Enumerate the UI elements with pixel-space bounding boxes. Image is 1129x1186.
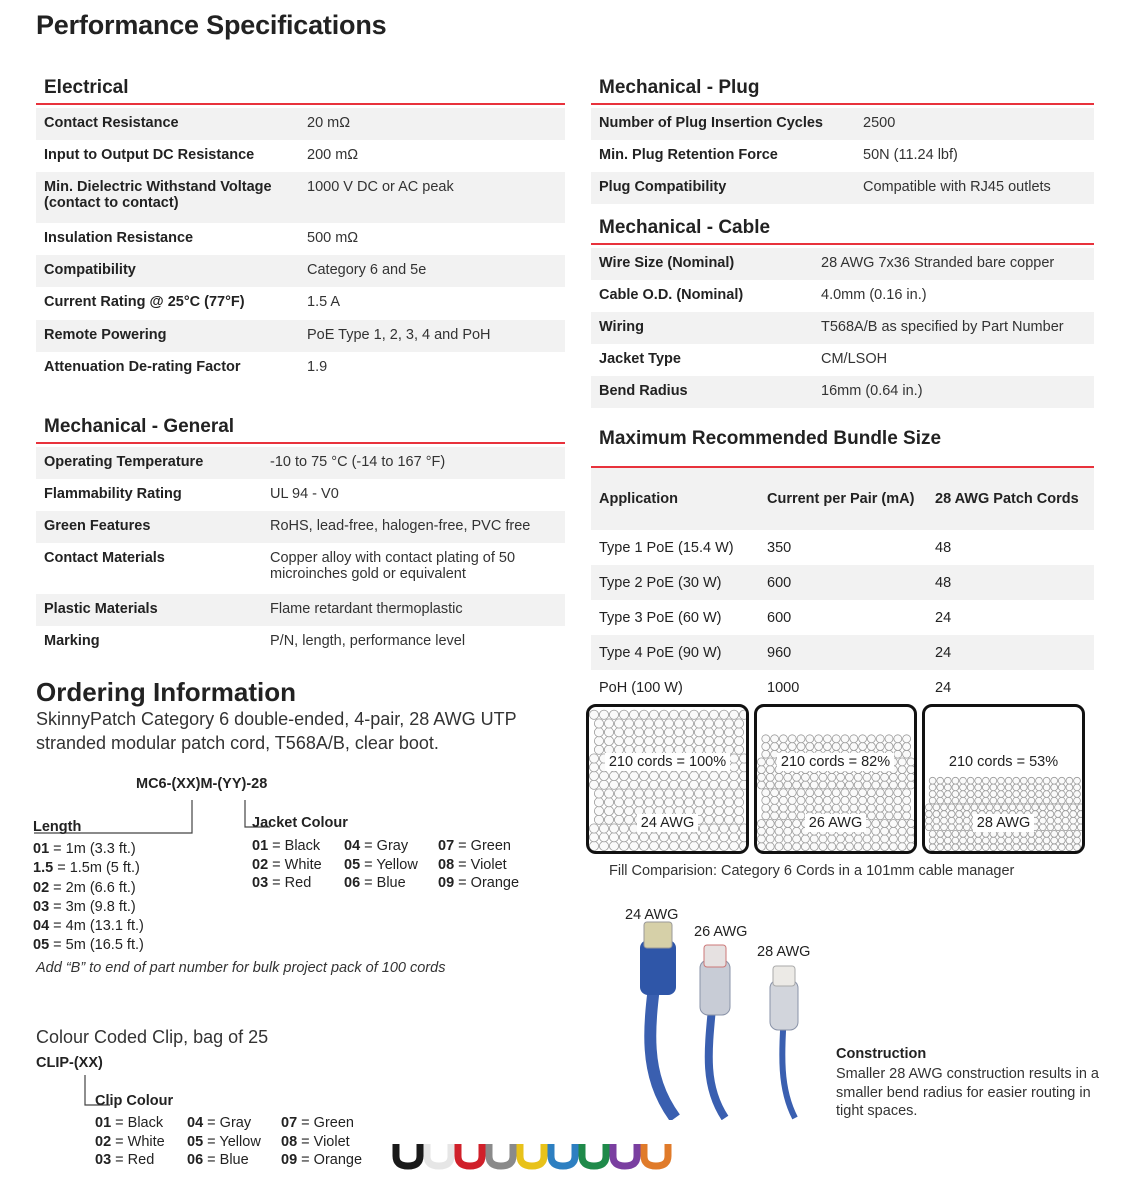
electrical-section xyxy=(36,76,565,384)
clip-colour-list xyxy=(95,1115,385,1175)
mech-general-title: Mechanical - General xyxy=(36,415,565,444)
spec-key: Cable O.D. (Nominal) xyxy=(599,287,744,303)
fill-awg-text: 28 AWG xyxy=(973,814,1034,832)
colour-option xyxy=(95,1115,163,1131)
bundle-header-current: Current per Pair (mA) xyxy=(759,468,927,530)
bundle-cell: PoH (100 W) xyxy=(599,679,683,696)
spec-value: 28 AWG 7x36 Stranded bare copper xyxy=(813,248,1094,280)
clip-swatch xyxy=(458,1144,482,1166)
colour-code: 07 xyxy=(438,838,455,854)
colour-code: 06 xyxy=(344,875,361,892)
spec-key: Contact Materials xyxy=(44,550,165,566)
length-code: 01 xyxy=(33,841,50,857)
spec-key: Wire Size (Nominal) xyxy=(591,248,813,280)
fill-caption: Fill Comparision: Category 6 Cords in a 101mm cable manager xyxy=(609,863,1015,879)
spec-row xyxy=(36,447,565,479)
colour-option xyxy=(252,857,322,873)
length-list xyxy=(33,840,144,956)
colour-text: = Blue xyxy=(203,1152,249,1169)
clip-swatch xyxy=(489,1144,513,1166)
colour-option xyxy=(252,875,311,891)
colour-text: = Blue xyxy=(360,875,406,892)
spec-key: Operating Temperature xyxy=(36,447,262,479)
colour-text: = Violet xyxy=(297,1133,350,1150)
spec-value: PoE Type 1, 2, 3, 4 and PoH xyxy=(299,320,565,352)
colour-code: 06 xyxy=(187,1152,204,1169)
spec-key: Input to Output DC Resistance xyxy=(44,147,255,163)
colour-text: = Gray xyxy=(203,1115,252,1131)
fill-awg-label xyxy=(925,815,1082,831)
colour-option xyxy=(281,1115,354,1131)
colour-option xyxy=(252,838,320,854)
fill-awg-label xyxy=(589,815,746,831)
spec-value: 1.9 xyxy=(307,359,328,375)
spec-key: Wiring xyxy=(591,312,813,344)
spec-row xyxy=(36,594,565,626)
bundle-cell: 600 xyxy=(767,609,792,626)
clip-colour-title: Clip Colour xyxy=(95,1093,174,1109)
spec-row xyxy=(36,108,565,140)
bulk-note: Add “B” to end of part number for bulk project pack of 100 cords xyxy=(36,960,446,976)
length-text: = 3m (9.8 ft.) xyxy=(49,898,136,915)
colour-text: = Yellow xyxy=(203,1133,261,1150)
fill-percent-label xyxy=(757,754,914,770)
mech-general-table xyxy=(36,447,565,658)
clip-swatch xyxy=(396,1144,420,1166)
spec-row xyxy=(591,280,1094,312)
spec-key: Contact Resistance xyxy=(36,108,299,140)
spec-row xyxy=(36,140,565,172)
colour-text: = Green xyxy=(297,1115,354,1131)
spec-value: Flame retardant thermoplastic xyxy=(262,594,565,626)
colour-option xyxy=(95,1152,154,1168)
mech-general-section xyxy=(36,415,565,658)
length-text: = 2m (6.6 ft.) xyxy=(49,879,136,896)
colour-text: = Yellow xyxy=(360,856,418,873)
clip-swatch xyxy=(582,1144,606,1166)
spec-value: UL 94 - V0 xyxy=(270,486,339,502)
length-code: 05 xyxy=(33,937,50,954)
mech-plug-section xyxy=(591,76,1094,204)
clip-swatches xyxy=(390,1138,680,1172)
clip-swatch xyxy=(613,1144,637,1166)
mech-cable-section xyxy=(591,216,1094,408)
fill-awg-label xyxy=(757,815,914,831)
spec-row xyxy=(591,248,1094,280)
bundle-cell: 960 xyxy=(759,635,927,670)
bundle-cell: 48 xyxy=(935,539,952,556)
fill-percent-text: 210 cords = 82% xyxy=(777,753,894,771)
bundle-title: Maximum Recommended Bundle Size xyxy=(591,427,1094,468)
bundle-cell: Type 3 PoE (60 W) xyxy=(599,609,722,626)
part-number: MC6-(XX)M-(YY)-28 xyxy=(136,776,268,792)
colour-code: 05 xyxy=(187,1133,204,1150)
fill-box xyxy=(922,704,1085,854)
colour-option xyxy=(344,875,406,891)
colour-code: 03 xyxy=(95,1152,112,1169)
spec-key: Plastic Materials xyxy=(36,594,262,626)
spec-row xyxy=(36,511,565,543)
bundle-cell: 350 xyxy=(767,539,792,556)
length-title: Length xyxy=(33,819,82,835)
spec-value: 50N (11.24 lbf) xyxy=(863,147,958,163)
colour-text: = White xyxy=(268,856,322,873)
mech-cable-table xyxy=(591,248,1094,408)
spec-key: Min. Dielectric Withstand Voltage (contact to contact) xyxy=(36,172,299,223)
colour-code: 08 xyxy=(281,1133,298,1150)
length-text: = 1m (3.3 ft.) xyxy=(49,841,136,857)
fill-percent-text: 210 cords = 100% xyxy=(605,753,730,771)
colour-code: 03 xyxy=(252,875,269,892)
spec-row xyxy=(36,626,565,658)
length-text: = 4m (13.1 ft.) xyxy=(49,918,144,935)
spec-row xyxy=(36,287,565,320)
colour-code: 02 xyxy=(95,1133,112,1150)
colour-text: = White xyxy=(111,1133,165,1150)
spec-value: 16mm (0.64 in.) xyxy=(813,376,1094,408)
clip-swatch xyxy=(427,1144,451,1166)
spec-row xyxy=(591,312,1094,344)
colour-option xyxy=(344,857,418,873)
colour-code: 09 xyxy=(438,875,455,892)
length-option xyxy=(33,859,144,878)
page-title: Performance Specifications xyxy=(36,10,387,40)
spec-row xyxy=(591,108,1094,140)
spec-value: Copper alloy with contact plating of 50 microinches gold or equivalent xyxy=(270,550,516,582)
spec-value: T568A/B as specified by Part Number xyxy=(813,312,1094,344)
spec-key: Green Features xyxy=(36,511,262,543)
spec-value: 4.0mm (0.16 in.) xyxy=(821,287,927,303)
ordering-description: SkinnyPatch Category 6 double-ended, 4-pair, 28 AWG UTP stranded modular patch cord, T568A/B, clear boot. xyxy=(36,709,517,753)
bundle-cell: 600 xyxy=(759,565,927,600)
bundle-header-cords: 28 AWG Patch Cords xyxy=(927,468,1094,530)
spec-row xyxy=(36,223,565,255)
spec-key: Bend Radius xyxy=(591,376,813,408)
bundle-row xyxy=(591,635,1094,670)
bundle-row xyxy=(591,530,1094,565)
electrical-title: Electrical xyxy=(36,76,565,105)
awg-label-26: 26 AWG xyxy=(694,924,748,940)
bundle-cell: Type 4 PoE (90 W) xyxy=(591,635,759,670)
spec-value: 500 mΩ xyxy=(307,230,359,246)
spec-value: 2500 xyxy=(855,108,1094,140)
fill-awg-text: 24 AWG xyxy=(637,814,698,832)
colour-text: = Orange xyxy=(454,875,520,892)
spec-key: Attenuation De-rating Factor xyxy=(44,359,241,375)
spec-value: -10 to 75 °C (-14 to 167 °F) xyxy=(262,447,565,479)
bundle-table xyxy=(591,468,1094,705)
colour-option xyxy=(281,1134,350,1150)
colour-text: = Green xyxy=(454,838,511,854)
length-option xyxy=(33,840,144,859)
colour-option xyxy=(438,875,519,891)
length-code: 03 xyxy=(33,898,50,915)
spec-value: Compatible with RJ45 outlets xyxy=(855,172,1094,204)
spec-value: RoHS, lead-free, halogen-free, PVC free xyxy=(262,511,565,543)
colour-text: = Orange xyxy=(297,1152,363,1169)
mech-plug-title: Mechanical - Plug xyxy=(591,76,1094,105)
length-option xyxy=(33,917,144,936)
spec-key: Plug Compatibility xyxy=(591,172,855,204)
clip-title: Colour Coded Clip, bag of 25 xyxy=(36,1027,269,1047)
colour-code: 01 xyxy=(252,838,269,854)
spec-row xyxy=(36,543,565,594)
colour-option xyxy=(438,838,511,854)
colour-text: = Violet xyxy=(454,856,507,873)
length-option xyxy=(33,936,144,955)
spec-row xyxy=(36,352,565,384)
clip-swatch xyxy=(551,1144,575,1166)
bundle-cell: 48 xyxy=(927,565,1094,600)
jacket-colour-title: Jacket Colour xyxy=(252,815,348,831)
spec-row xyxy=(591,344,1094,376)
colour-code: 04 xyxy=(344,838,361,854)
clip-part-number: CLIP-(XX) xyxy=(36,1055,103,1071)
spec-row xyxy=(591,376,1094,408)
spec-row xyxy=(36,320,565,352)
colour-option xyxy=(438,857,507,873)
fill-box xyxy=(754,704,917,854)
bundle-cell: Type 2 PoE (30 W) xyxy=(591,565,759,600)
bundle-row xyxy=(591,565,1094,600)
length-option xyxy=(33,898,144,917)
colour-text: = Red xyxy=(268,875,312,892)
spec-key: Compatibility xyxy=(36,255,299,287)
colour-option xyxy=(187,1152,249,1168)
spec-value: Category 6 and 5e xyxy=(299,255,565,287)
colour-option xyxy=(187,1134,261,1150)
colour-text: = Black xyxy=(268,838,321,854)
ordering-title: Ordering Information xyxy=(36,677,296,707)
colour-option xyxy=(187,1115,251,1131)
colour-code: 07 xyxy=(281,1115,298,1131)
mech-plug-table xyxy=(591,108,1094,204)
colour-text: = Black xyxy=(111,1115,164,1131)
bundle-cell: 1000 xyxy=(767,679,800,696)
spec-key: Remote Powering xyxy=(36,320,299,352)
colour-option xyxy=(281,1152,362,1168)
colour-code: 01 xyxy=(95,1115,112,1131)
jacket-colour-list xyxy=(252,838,552,898)
spec-row xyxy=(36,172,565,223)
spec-row xyxy=(591,172,1094,204)
spec-value: 200 mΩ xyxy=(307,147,359,163)
bundle-header-application: Application xyxy=(591,468,759,530)
spec-key: Number of Plug Insertion Cycles xyxy=(591,108,855,140)
spec-key: Insulation Resistance xyxy=(44,230,194,246)
colour-code: 08 xyxy=(438,856,455,873)
spec-row xyxy=(36,479,565,511)
colour-text: = Red xyxy=(111,1152,155,1169)
length-option xyxy=(33,879,144,898)
spec-key: Marking xyxy=(44,633,100,649)
length-text: = 5m (16.5 ft.) xyxy=(49,937,144,954)
fill-awg-text: 26 AWG xyxy=(805,814,866,832)
bundle-cell: 24 xyxy=(935,609,952,626)
mech-cable-title: Mechanical - Cable xyxy=(591,216,1094,245)
colour-text: = Gray xyxy=(360,838,409,854)
awg-label-28: 28 AWG xyxy=(757,944,811,960)
bundle-cell: Type 1 PoE (15.4 W) xyxy=(599,539,734,556)
bundle-row xyxy=(591,600,1094,635)
construction-text: Smaller 28 AWG construction results in a smaller bend radius for easier routing in tight spaces. xyxy=(836,1066,1099,1119)
clip-swatch xyxy=(520,1144,544,1166)
length-code: 04 xyxy=(33,918,50,935)
construction-title: Construction xyxy=(836,1046,927,1062)
length-text: = 1.5m (5 ft.) xyxy=(53,860,140,877)
bundle-section xyxy=(591,427,1094,705)
fill-percent-label xyxy=(589,754,746,770)
spec-value: P/N, length, performance level xyxy=(270,633,466,649)
bundle-cell: 24 xyxy=(927,635,1094,670)
awg-label-24: 24 AWG xyxy=(625,907,679,923)
length-code: 1.5 xyxy=(33,860,54,877)
spec-value: 1000 V DC or AC peak xyxy=(299,172,565,223)
colour-code: 05 xyxy=(344,856,361,873)
spec-value: 20 mΩ xyxy=(299,108,565,140)
electrical-table xyxy=(36,108,565,384)
colour-code: 04 xyxy=(187,1115,204,1131)
clip-swatch xyxy=(644,1144,668,1166)
fill-percent-text: 210 cords = 53% xyxy=(945,753,1062,771)
spec-key: Flammability Rating xyxy=(44,486,182,502)
spec-key: Current Rating @ 25°C (77°F) xyxy=(44,294,245,310)
spec-value: 1.5 A xyxy=(307,294,341,310)
fill-box xyxy=(586,704,749,854)
spec-row xyxy=(591,140,1094,172)
colour-code: 02 xyxy=(252,856,269,873)
colour-option xyxy=(344,838,408,854)
spec-key: Jacket Type xyxy=(599,351,681,367)
spec-value: CM/LSOH xyxy=(821,351,888,367)
colour-code: 09 xyxy=(281,1152,298,1169)
spec-row xyxy=(36,255,565,287)
spec-key: Min. Plug Retention Force xyxy=(599,147,778,163)
bundle-row xyxy=(591,670,1094,705)
bundle-cell: 24 xyxy=(935,679,952,696)
fill-percent-label xyxy=(925,754,1082,770)
colour-option xyxy=(95,1134,165,1150)
length-code: 02 xyxy=(33,879,50,896)
